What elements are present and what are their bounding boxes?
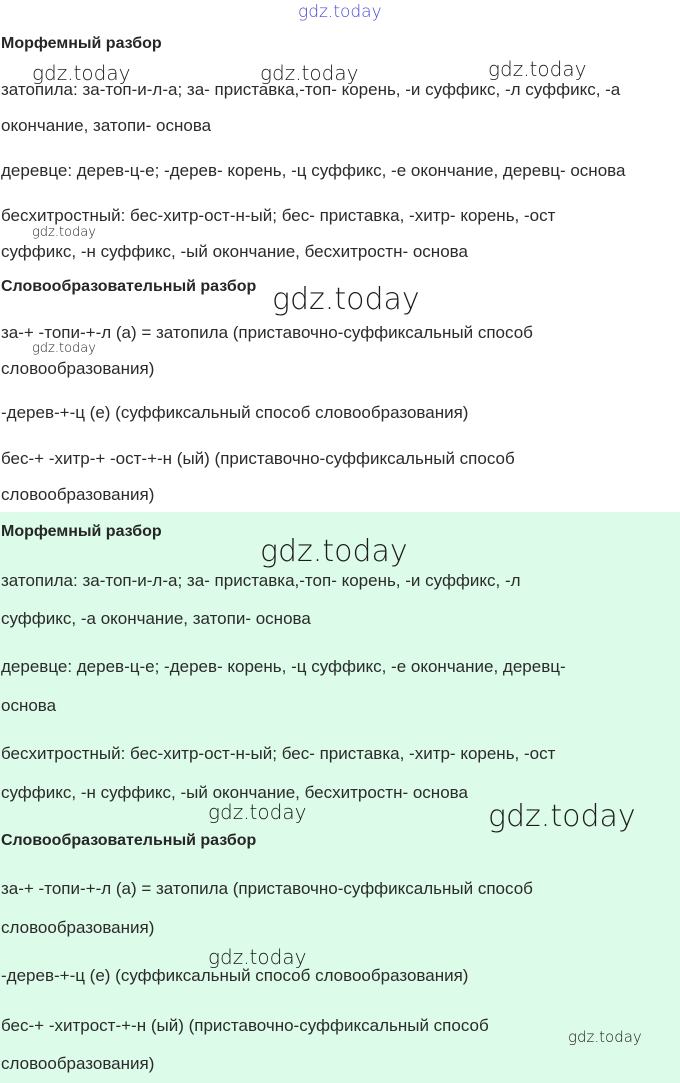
text-line: бесхитростный: бес-хитр-ост-н-ый; бес- приставка, -хитр- корень, -ост xyxy=(1,744,556,763)
text-line: деревце: дерев-ц-е; -дерев- корень, -ц суффикс, -е окончание, деревц- основа xyxy=(1,161,626,180)
morpheme-heading: Морфемный разбор xyxy=(1,523,162,540)
text-line: деревце: дерев-ц-е; -дерев- корень, -ц суффикс, -е окончание, деревц- xyxy=(1,657,566,676)
word-formation-heading: Словообразовательный разбор xyxy=(1,832,257,849)
text-line: -дерев-+-ц (е) (суффиксальный способ словообразования) xyxy=(1,966,469,985)
text-line: -дерев-+-ц (е) (суффиксальный способ словообразования) xyxy=(1,403,469,422)
text-line: затопила: за-топ-и-л-а; за- приставка,-топ- корень, -и суффикс, -л xyxy=(1,571,521,590)
watermark: gdz.today xyxy=(298,2,382,22)
text-line: словообразования) xyxy=(1,1054,155,1073)
text-line: словообразования) xyxy=(1,485,155,504)
watermark: gdz.today xyxy=(272,282,420,317)
watermark: gdz.today xyxy=(488,799,636,834)
watermark: gdz.today xyxy=(32,61,131,85)
watermark: gdz.today xyxy=(32,225,96,240)
text-line: словообразования) xyxy=(1,918,155,937)
watermark: gdz.today xyxy=(260,61,359,85)
word-formation-heading: Словообразовательный разбор xyxy=(1,278,257,295)
text-line: суффикс, -а окончание, затопи- основа xyxy=(1,609,311,628)
watermark: gdz.today xyxy=(208,945,307,969)
watermark: gdz.today xyxy=(260,534,408,569)
text-line: суффикс, -н суффикс, -ый окончание, бесхитростн- основа xyxy=(1,783,468,802)
answer-block-2 xyxy=(0,512,680,1083)
text-line: бес-+ -хитр-+ -ост-+-н (ый) (приставочно-суффиксальный способ xyxy=(1,449,515,468)
watermark: gdz.today xyxy=(568,1028,642,1046)
text-line: затопила: за-топ-и-л-а; за- приставка,-топ- корень, -и суффикс, -л суффикс, -а xyxy=(1,80,621,99)
morpheme-heading: Морфемный разбор xyxy=(1,35,162,52)
text-line: бесхитростный: бес-хитр-ост-н-ый; бес- приставка, -хитр- корень, -ост xyxy=(1,206,556,225)
text-line: словообразования) xyxy=(1,359,155,378)
text-line: окончание, затопи- основа xyxy=(1,116,212,135)
watermark: gdz.today xyxy=(488,57,587,81)
text-line: за-+ -топи-+-л (а) = затопила (приставочно-суффиксальный способ xyxy=(1,323,533,342)
text-line: бес-+ -хитрост-+-н (ый) (приставочно-суффиксальный способ xyxy=(1,1016,489,1035)
text-line: за-+ -топи-+-л (а) = затопила (приставочно-суффиксальный способ xyxy=(1,879,533,898)
watermark: gdz.today xyxy=(32,341,96,356)
text-line: основа xyxy=(1,696,57,715)
text-line: суффикс, -н суффикс, -ый окончание, бесхитростн- основа xyxy=(1,242,468,261)
watermark: gdz.today xyxy=(208,800,307,824)
